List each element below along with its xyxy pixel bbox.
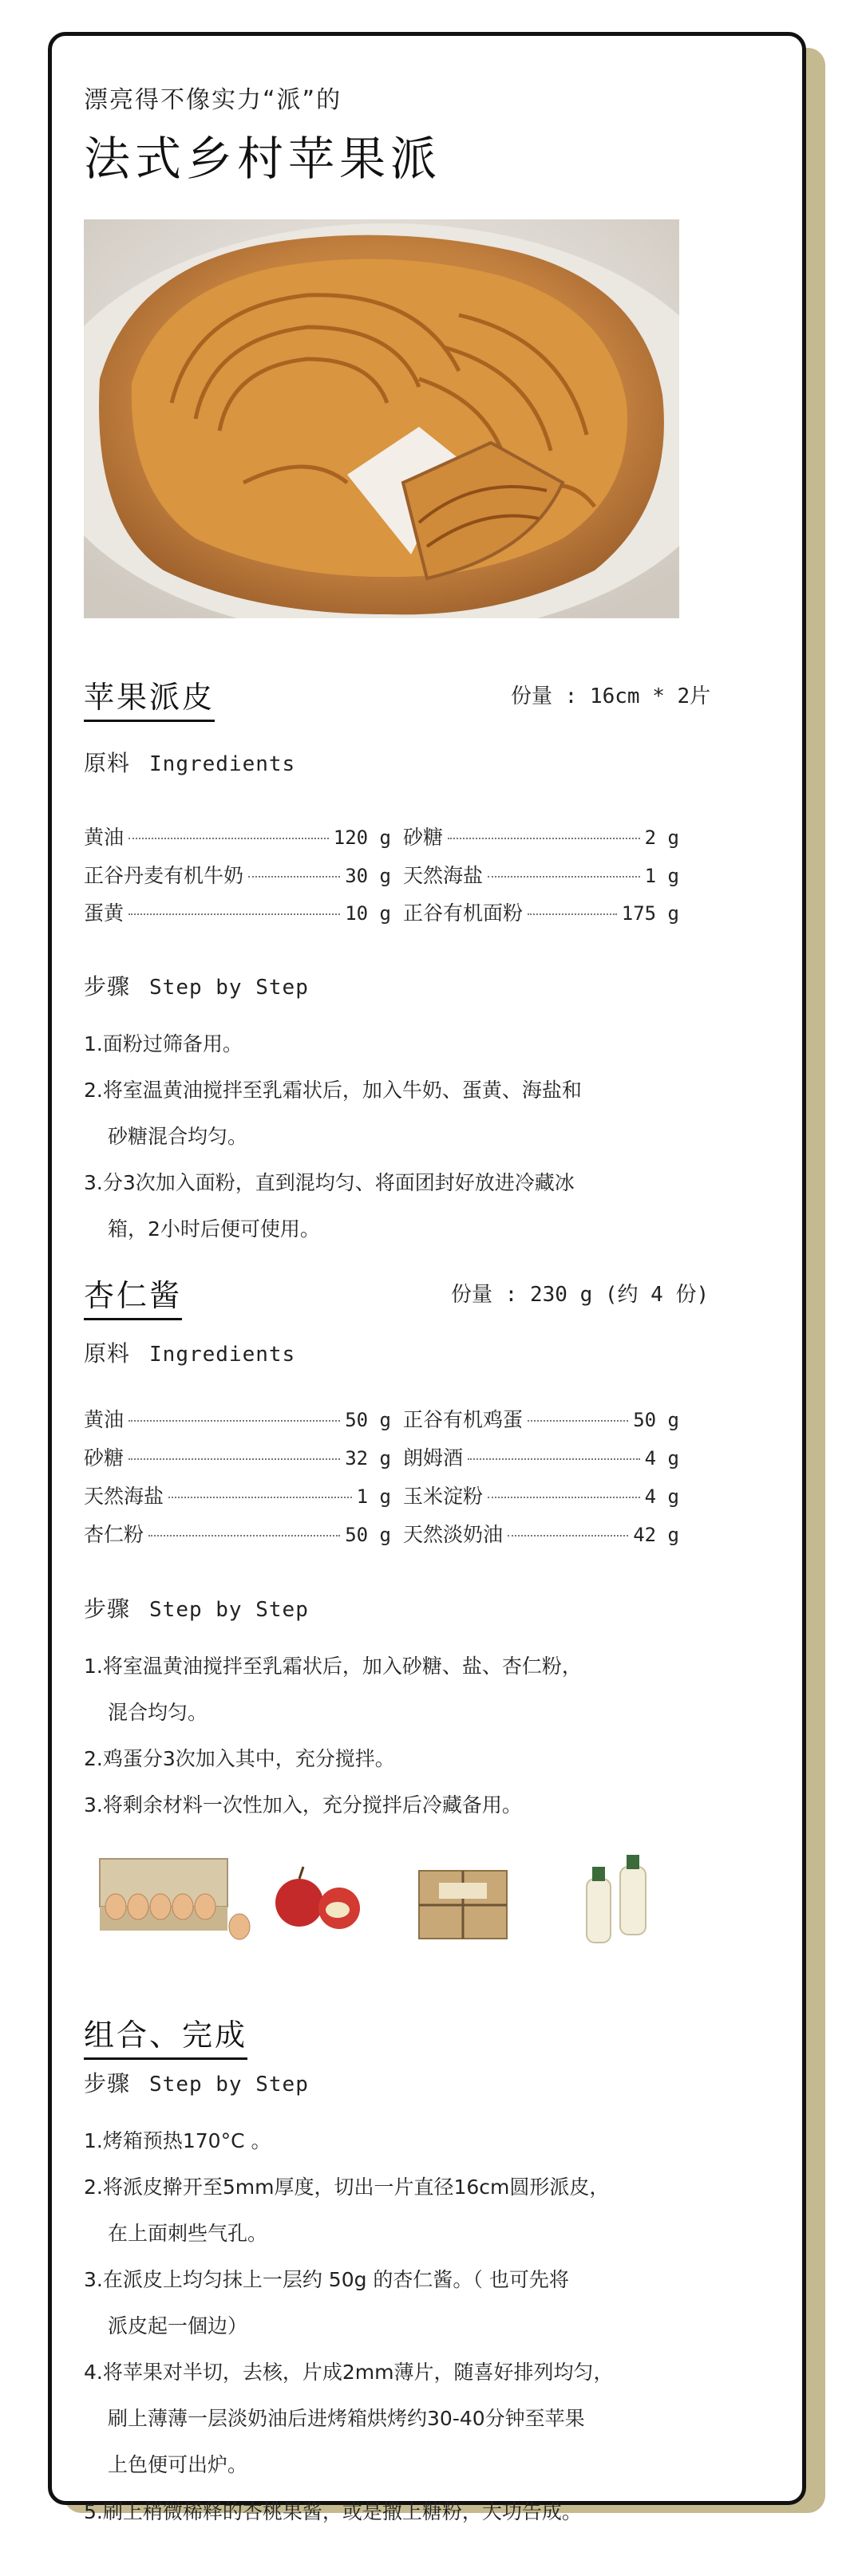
- steps-heading-almond: 步骤 Step by Step: [84, 1596, 309, 1622]
- step-item: 3.在派皮上均匀抹上一层约 50g 的杏仁酱。（ 也可先将 派皮起一個边）: [84, 2268, 569, 2337]
- ingredient-item: 朗姆酒 4 g: [403, 1446, 679, 1469]
- ingredient-item: 蛋黄 10 g: [84, 901, 391, 925]
- ingredient-item: 正谷有机鸡蛋 50 g: [403, 1408, 679, 1431]
- apple-pie-photo: [84, 219, 679, 618]
- ingredient-item: 天然海盐 1 g: [403, 864, 679, 887]
- ingredient-item: 天然淡奶油 42 g: [403, 1523, 679, 1546]
- ingredient-item: 正谷有机面粉 175 g: [403, 901, 679, 925]
- ingredient-item: 正谷丹麦有机牛奶 30 g: [84, 864, 391, 887]
- step-item: 5.刷上稍微稀释的杏桃果酱，或是撒上糖粉，大功告成。: [84, 2500, 582, 2523]
- step-item: 1.将室温黄油搅拌至乳霜状后，加入砂糖、盐、杏仁粉， 混合均匀。: [84, 1655, 582, 1724]
- recipe-title: 法式乡村苹果派: [84, 132, 442, 186]
- section-title-crust: 苹果派皮: [84, 673, 215, 722]
- step-item: 2.将室温黄油搅拌至乳霜状后，加入牛奶、蛋黄、海盐和 砂糖混合均匀。: [84, 1079, 582, 1148]
- egg-carton-icon: [100, 1859, 250, 1939]
- ingredient-item: 天然海盐 1 g: [84, 1485, 391, 1508]
- ingredient-item: 砂糖 32 g: [84, 1446, 391, 1469]
- step-item: 3.将剩余材料一次性加入，充分搅拌后冷藏备用。: [84, 1793, 522, 1817]
- ingredient-props: [84, 1843, 679, 1955]
- ingredient-item: 杏仁粉 50 g: [84, 1523, 391, 1546]
- serving-crust: 份量 : 16cm * 2片: [511, 684, 711, 708]
- section-title-assembly: 组合、完成: [84, 2010, 247, 2060]
- step-item: 4.将苹果对半切，去核，片成2mm薄片，随喜好排列均匀， 刷上薄薄一层淡奶油后进烤箱烘烤约30-40分钟至苹果 上色便可出炉。: [84, 2361, 614, 2476]
- ingredient-item: 玉米淀粉 4 g: [403, 1485, 679, 1508]
- steps-heading-assembly: 步骤 Step by Step: [84, 2070, 309, 2097]
- apple-icon: [275, 1867, 360, 1929]
- ingredient-item: 黄油 120 g: [84, 826, 391, 849]
- step-item: 3.分3次加入面粉，直到混均匀、将面团封好放进冷藏冰 箱，2小时后便可使用。: [84, 1171, 575, 1241]
- step-item: 1.面粉过筛备用。: [84, 1032, 243, 1055]
- ingredients-heading-almond: 原料 Ingredients: [84, 1340, 296, 1367]
- step-item: 2.将派皮擀开至5mm厚度，切出一片直径16cm圆形派皮， 在上面刺些气孔。: [84, 2176, 610, 2245]
- serving-almond: 份量 : 230 g (约 4 份): [451, 1283, 710, 1307]
- milk-bottles-icon: [587, 1855, 646, 1943]
- ingredient-item: 黄油 50 g: [84, 1408, 391, 1431]
- section-title-almond: 杏仁酱: [84, 1271, 182, 1320]
- flour-bag-icon: [419, 1871, 507, 1939]
- steps-heading-crust: 步骤 Step by Step: [84, 973, 309, 1000]
- step-item: 2.鸡蛋分3次加入其中，充分搅拌。: [84, 1747, 395, 1770]
- ingredient-item: 砂糖 2 g: [403, 826, 679, 849]
- step-item: 1.烤箱预热170°C 。: [84, 2129, 271, 2152]
- recipe-subtitle: 漂亮得不像实力“派”的: [84, 86, 342, 114]
- ingredients-heading-crust: 原料 Ingredients: [84, 750, 296, 776]
